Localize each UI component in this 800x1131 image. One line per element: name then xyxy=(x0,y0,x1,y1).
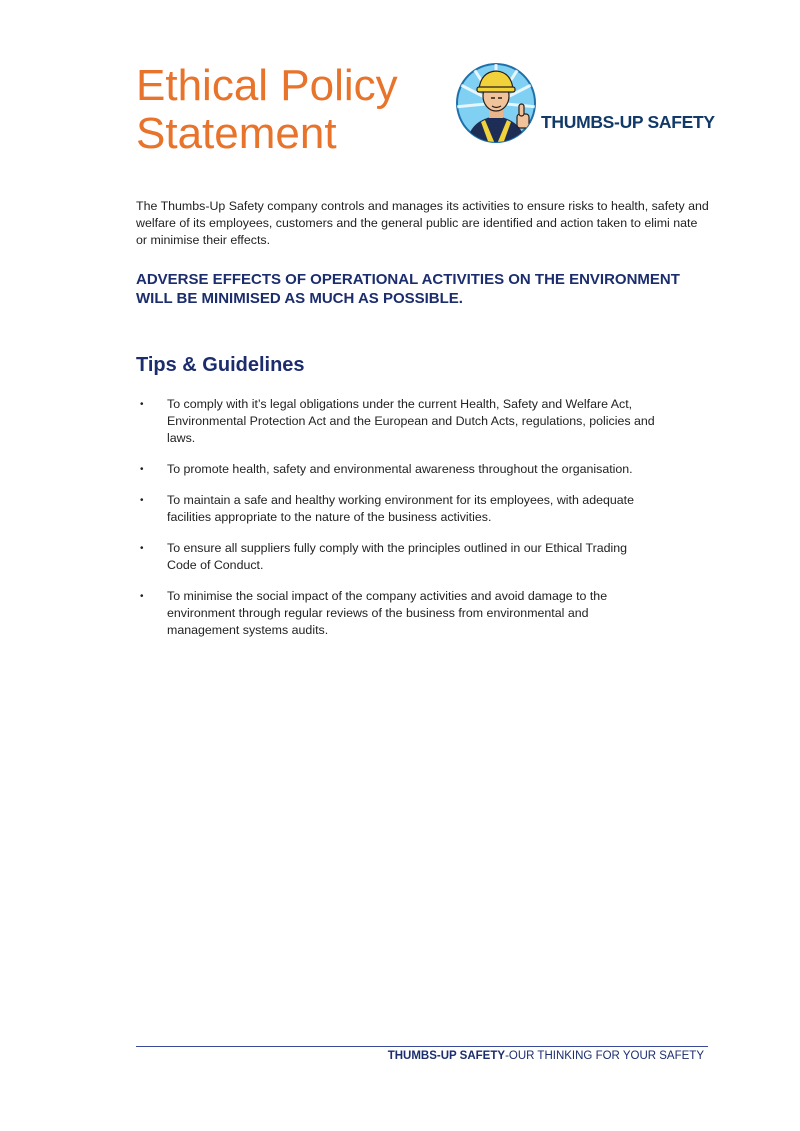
list-item-text: To promote health, safety and environmental awareness throughout the organisation. xyxy=(167,462,633,476)
footer xyxy=(388,1050,704,1062)
list-item xyxy=(140,588,660,639)
bullet: • xyxy=(140,464,144,475)
bullet: • xyxy=(140,543,144,554)
logo-wordmark: THUMBS-UP SAFETY xyxy=(541,112,715,132)
safety-worker-thumbs-up-icon xyxy=(455,62,541,144)
company-logo xyxy=(455,62,715,144)
list-item xyxy=(140,396,660,447)
list-item xyxy=(140,461,660,478)
bullet: • xyxy=(140,591,144,602)
tips-heading: Tips & Guidelines xyxy=(136,354,305,376)
policy-statement: ADVERSE EFFECTS OF OPERATIONAL ACTIVITIES ON THE ENVIRONMENT WILL BE MINIMISED AS MUCH AS POSSIBLE. xyxy=(136,271,680,307)
title-line-1: Ethical Policy xyxy=(136,61,398,110)
bullet: • xyxy=(140,495,144,506)
footer-tagline: -OUR THINKING FOR YOUR SAFETY xyxy=(505,1050,704,1062)
bullet: • xyxy=(140,399,144,410)
intro-paragraph: The Thumbs-Up Safety company controls and manages its activities to ensure risks to health, safety and welfare of its employees, customers and the general public are identified and action taken to elimi nate or minimise their effects. xyxy=(136,199,709,247)
list-item xyxy=(140,492,660,526)
page-title xyxy=(136,62,466,158)
list-item-text: To comply with it’s legal obligations under the current Health, Safety and Welfare Act, Environmental Protection Act and the European and Dutch Acts, regulations, policies and laws. xyxy=(167,397,655,445)
list-item xyxy=(140,540,660,574)
list-item-text: To minimise the social impact of the company activities and avoid damage to the environment through regular reviews of the business from environmental and management systems audits. xyxy=(167,589,608,637)
footer-brand: THUMBS-UP SAFETY xyxy=(387,1050,506,1062)
list-item-text: To ensure all suppliers fully comply with the principles outlined in our Ethical Trading Code of Conduct. xyxy=(167,541,628,572)
list-item-text: To maintain a safe and healthy working environment for its employees, with adequate facilities appropriate to the nature of the business activities. xyxy=(167,493,634,524)
title-line-2: Statement xyxy=(136,109,337,158)
footer-divider xyxy=(136,1046,708,1047)
tips-list xyxy=(140,396,660,653)
